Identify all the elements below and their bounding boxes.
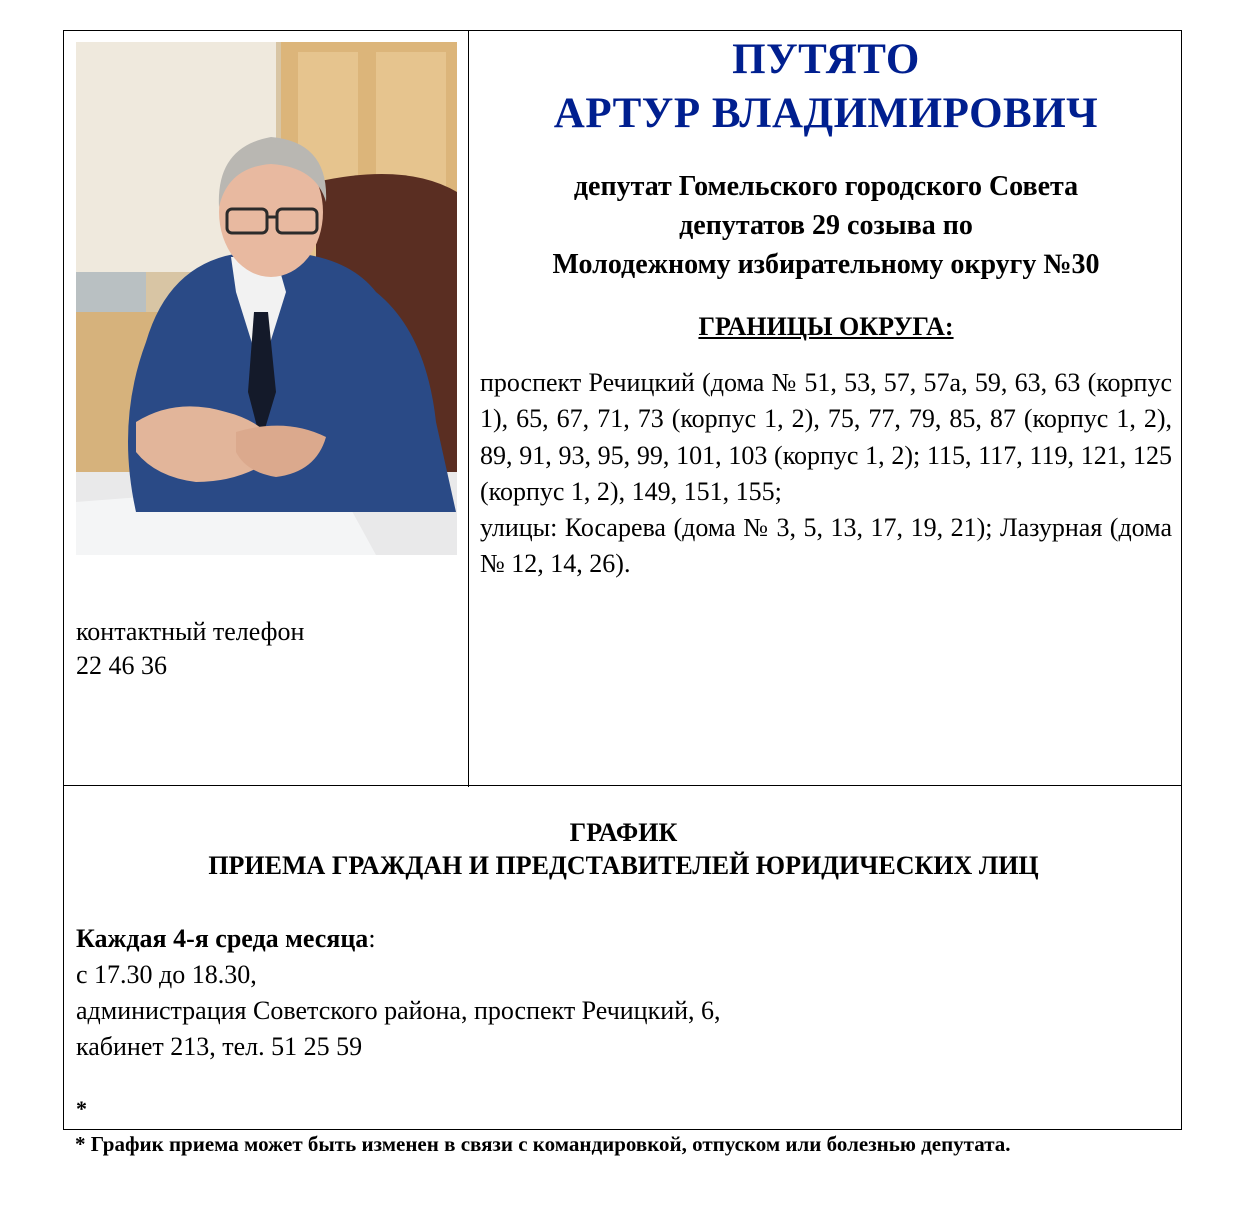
schedule-day-suffix: :	[368, 924, 376, 953]
boundaries-avenue: проспект Речицкий (дома № 51, 53, 57, 57а, 59, 63, 63 (корпус 1), 65, 67, 71, 73 (корпус 1, 2), 75, 77, 79, 85, 87 (корпус 1, 2), 89, 91, 93, 95, 99, 101, 103 (корпус 1, 2); 115, 117, 119, 121, 125 (корпус 1, 2), 149, 151, 155;	[480, 368, 1172, 506]
schedule-subtitle: ПРИЕМА ГРАЖДАН И ПРЕДСТАВИТЕЛЕЙ ЮРИДИЧЕСКИХ ЛИЦ	[208, 851, 1039, 880]
deputy-info-table	[63, 30, 1182, 1130]
schedule-row	[63, 785, 1182, 1130]
footnote: * График приема может быть изменен в связи с командировкой, отпуском или болезнью депутата.	[75, 1132, 1011, 1156]
schedule-place: администрация Советского района, проспект Речицкий, 6,	[76, 996, 721, 1025]
schedule-day-bold: Каждая 4-я среда месяца	[76, 924, 369, 953]
deputy-photo	[76, 42, 457, 555]
boundaries-text	[480, 365, 1172, 583]
contact-phone-label: контактный телефон	[76, 617, 305, 646]
deputy-title	[469, 167, 1183, 284]
deputy-surname: ПУТЯТО	[732, 36, 920, 83]
boundaries-heading: ГРАНИЦЫ ОКРУГА:	[698, 312, 954, 341]
schedule-room: кабинет 213, тел. 51 25 59	[76, 1032, 363, 1061]
deputy-name: АРТУР ВЛАДИМИРОВИЧ	[553, 90, 1099, 137]
schedule-day	[76, 921, 376, 957]
deputy-title-line: Молодежному избирательному округу №30	[552, 249, 1100, 280]
schedule-title: ГРАФИК	[569, 818, 678, 847]
column-divider	[468, 31, 469, 787]
deputy-title-line: депутатов 29 созыва по	[679, 210, 973, 241]
deputy-title-line: депутат Гомельского городского Совета	[573, 171, 1079, 202]
boundaries-streets: улицы: Косарева (дома № 3, 5, 13, 17, 19, 21); Лазурная (дома № 12, 14, 26).	[480, 513, 1172, 579]
schedule-asterisk: *	[76, 1096, 87, 1121]
contact-phone-number: 22 46 36	[76, 651, 167, 680]
info-row	[63, 30, 1182, 786]
schedule-time: с 17.30 до 18.30,	[76, 960, 257, 989]
